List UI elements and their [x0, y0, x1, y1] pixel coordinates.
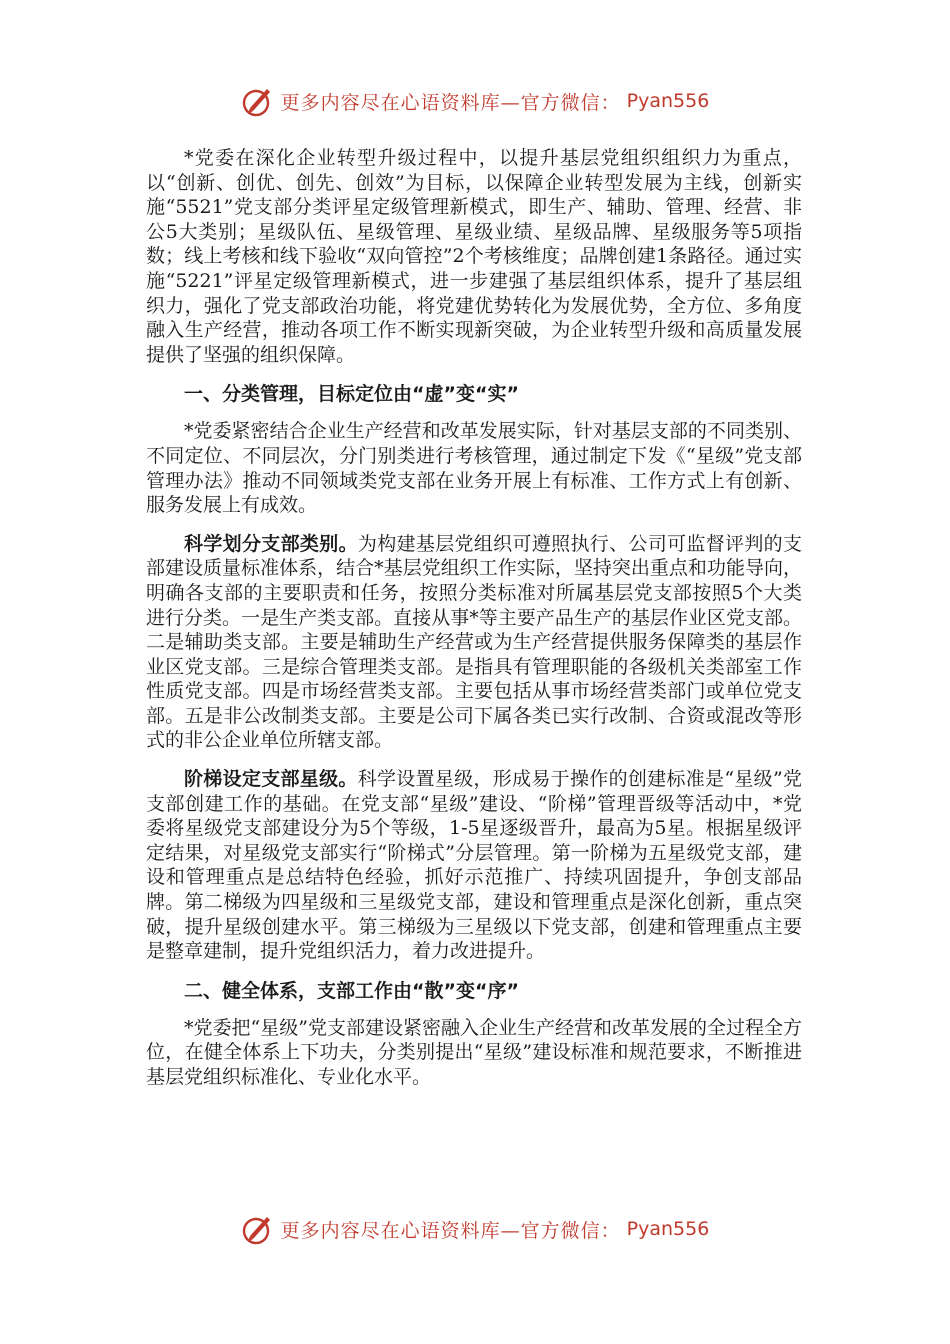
section1-paragraph: *党委紧密结合企业生产经营和改革发展实际，针对基层支部的不同类别、不同定位、不同层次，分门别类进行考核管理，通过制定下发《“星级”党支部管理办法》推动不同领域类党支部在业务开展上有标准、工作方式上有创新、服务发展上有成效。 — [146, 420, 802, 517]
section-heading-2: 二、健全体系，支部工作由“散”变“序” — [184, 979, 519, 1002]
category-body: 为构建基层党组织可遵照执行、公司可监督评判的支部建设质量标准体系，结合*基层党组织工作实际，坚持突出重点和功能导向，明确各支部的主要职责和任务，按照分类标准对所属基层党支部按照5个大类进行分类。一是生产类支部。直接从事*等主要产品生产的基层作业区党支部。二是辅助类支部。主要是辅助生产经营或为生产经营提供服务保障类的基层作业区党支部。三是综合管理类支部。是指具有管理职能的各级机关类部室工作性质党支部。四是市场经营类支部。主要包括从事市场经营类部门或单位党支部。五是非公改制类支部。主要是公司下属各类已实行改制、合资或混改等形式的非公企业单位所辖支部。 — [146, 532, 802, 752]
watermark-header — [0, 84, 950, 118]
section2-paragraph: *党委把“星级”党支部建设紧密融入企业生产经营和改革发展的全过程全方位，在健全体系上下功夫，分类别提出“星级”建设标准和规范要求，不断推进基层党组织标准化、专业化水平。 — [146, 1016, 802, 1088]
star-level-lead: 阶梯设定支部星级。 — [184, 768, 358, 791]
intro-paragraph: *党委在深化企业转型升级过程中，以提升基层党组织组织力为重点，以“创新、创优、创先、创效”为目标，以保障企业转型发展为主线，创新实施“5521”党支部分类评星定级管理新模式，即生产、辅助、管理、经营、非公5大类别；星级队伍、星级管理、星级业绩、星级品牌、星级服务等5项指数；线上考核和线下验收“双向管控”2个考核维度；品牌创建1条路径。通过实施“5221”评星定级管理新模式，进一步建强了基层组织体系，提升了基层组织力，强化了党支部政治功能，将党建优势转化为发展优势，全方位、多角度融入生产经营，推动各项工作不断实现新突破，为企业转型升级和高质量发展提供了坚强的组织保障。 — [146, 147, 802, 366]
watermark-id: Pyan556 — [626, 1218, 710, 1240]
category-paragraph — [146, 532, 802, 753]
watermark-id: Pyan556 — [626, 90, 710, 112]
star-level-paragraph — [146, 767, 802, 964]
star-level-body: 科学设置星级，形成易于操作的创建标准是“星级”党支部创建工作的基础。在党支部“星级”建设、“阶梯”管理晋级等活动中，*党委将星级党支部建设分为5个等级，1-5星逐级晋升，最高为5星。根据星级评定结果，对星级党支部实行“阶梯式”分层管理。第一阶梯为五星级党支部，建设和管理重点是总结特色经验，抓好示范推广、持续巩固提升，争创支部品牌。第二梯级为四星级和三星级党支部，建设和管理重点是深化创新，重点突破，提升星级创建水平。第三梯级为三星级以下党支部，创建和管理重点主要是整章建制，提升党组织活力，着力改进提升。 — [146, 768, 802, 963]
section-heading-1: 一、分类管理，目标定位由“虚”变“实” — [184, 383, 519, 406]
document-body — [146, 146, 802, 1104]
watermark-footer — [0, 1212, 950, 1246]
watermark-text: 更多内容尽在心语资料库—官方微信： — [280, 1219, 621, 1242]
pen-logo-icon — [241, 84, 275, 118]
category-lead: 科学划分支部类别。 — [184, 532, 358, 555]
pen-logo-icon — [241, 1212, 275, 1246]
watermark-text: 更多内容尽在心语资料库—官方微信： — [280, 91, 621, 114]
